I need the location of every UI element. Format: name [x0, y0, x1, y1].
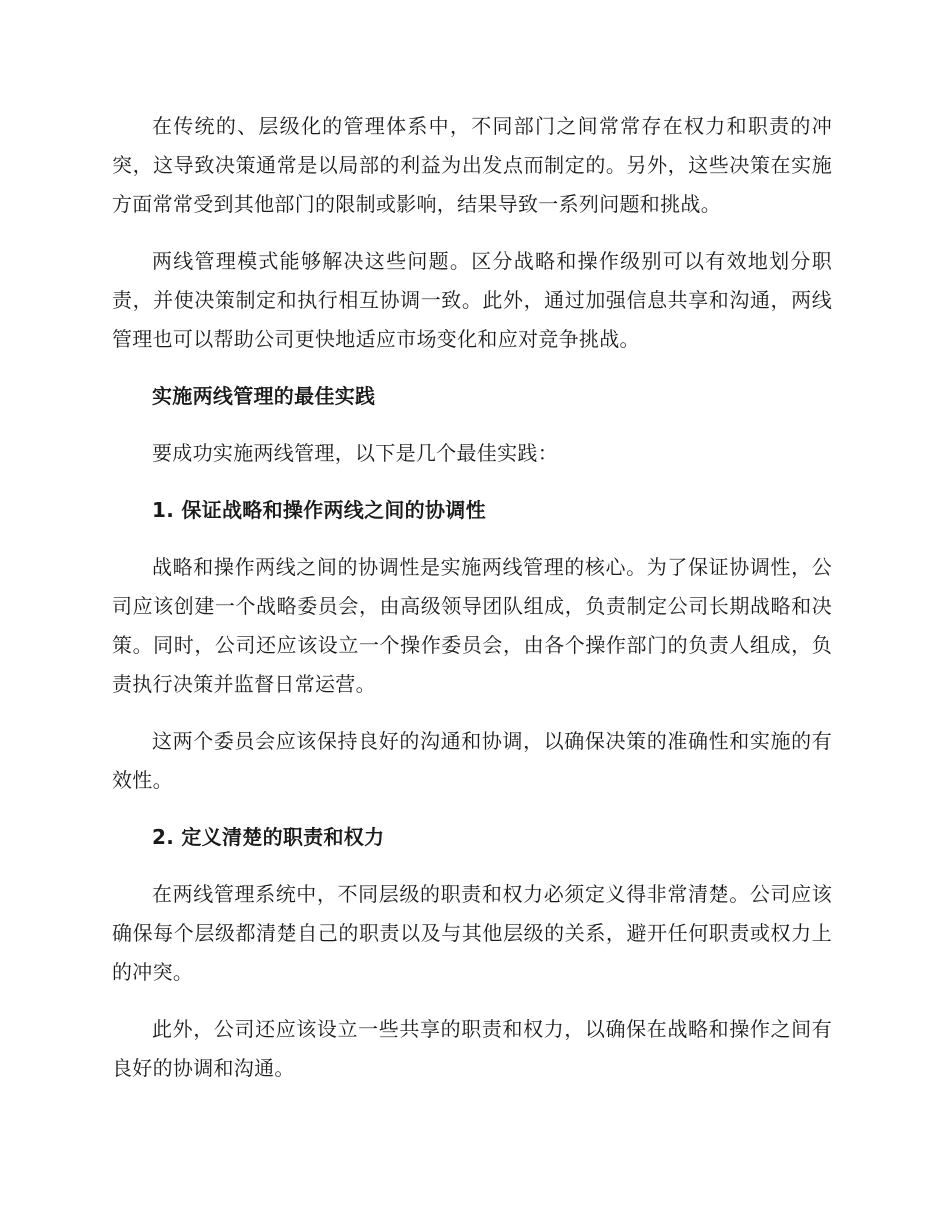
subsection-heading: 1. 保证战略和操作两线之间的协调性: [152, 498, 486, 522]
subsection-heading: 2. 定义清楚的职责和权力: [152, 825, 385, 849]
paragraph: 要成功实施两线管理，以下是几个最佳实践：: [152, 441, 558, 465]
document-body: [112, 107, 832, 1106]
paragraph: 两线管理模式能够解决这些问题。区分战略和操作级别可以有效地划分职责，并使决策制定和执行相互协调一致。此外，通过加强信息共享和沟通，两线管理也可以帮助公司更快地适应市场变化和应对竞争挑战。: [112, 249, 832, 351]
paragraph: 此外，公司还应该设立一些共享的职责和权力，以确保在战略和操作之间有良好的协调和沟通。: [112, 1017, 832, 1080]
paragraph: 在传统的、层级化的管理体系中，不同部门之间常常存在权力和职责的冲突，这导致决策通常是以局部的利益为出发点而制定的。另外，这些决策在实施方面常常受到其他部门的限制或影响，结果导致一系列问题和挑战。: [112, 114, 832, 216]
paragraph: 这两个委员会应该保持良好的沟通和协调，以确保决策的准确性和实施的有效性。: [112, 729, 832, 792]
paragraph: 战略和操作两线之间的协调性是实施两线管理的核心。为了保证协调性，公司应该创建一个战略委员会，由高级领导团队组成，负责制定公司长期战略和决策。同时，公司还应该设立一个操作委员会，由各个操作部门的负责人组成，负责执行决策并监督日常运营。: [112, 555, 832, 696]
paragraph: 在两线管理系统中，不同层级的职责和权力必须定义得非常清楚。公司应该确保每个层级都清楚自己的职责以及与其他层级的关系，避开任何职责或权力上的冲突。: [112, 882, 832, 984]
section-heading: 实施两线管理的最佳实践: [152, 384, 376, 408]
